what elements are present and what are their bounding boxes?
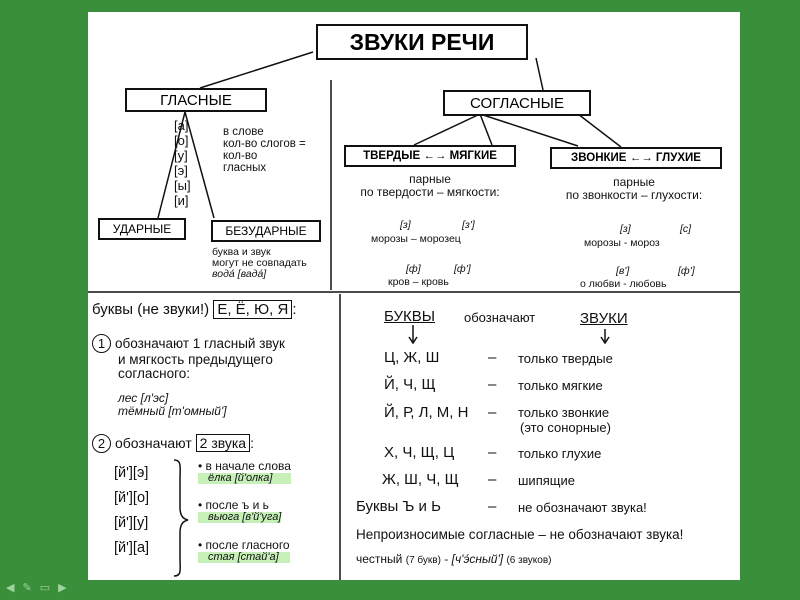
note-line: могут не совпадать [212, 257, 307, 270]
vowels-title: ГЛАСНЫЕ [160, 91, 232, 109]
voiced-deaf-note [544, 176, 724, 201]
sound-pair: [й'][э] [114, 465, 149, 481]
item2-post: : [250, 435, 254, 451]
note-line: буква и звук [212, 246, 271, 258]
row-desc: только твердые [518, 351, 613, 366]
item-number: 1 [92, 334, 111, 353]
double-arrow-icon: ←→ [423, 150, 447, 162]
unstressed-note [212, 247, 307, 280]
row-dash: – [488, 498, 497, 515]
example-line: лес [л'эс] [118, 391, 169, 405]
case-2 [198, 499, 281, 523]
item1-line: обозначают 1 гласный звук [115, 336, 285, 351]
head-mid: обозначают [464, 310, 536, 325]
consonants-title: СОГЛАСНЫЕ [470, 94, 564, 112]
row-letters: Й, Ч, Щ [384, 376, 436, 393]
row-letters: Ж, Ш, Ч, Щ [382, 471, 459, 488]
unstressed-label: БЕЗУДАРНЫЕ [225, 224, 307, 238]
pairs-list [114, 461, 149, 561]
example-count: (7 букв) [405, 555, 441, 566]
sound-pair: [й'][о] [114, 489, 150, 506]
example-count: (6 звуков) [506, 555, 552, 566]
head-letters: БУКВЫ [384, 308, 436, 325]
item2-pre: обозначают [115, 435, 192, 451]
note-line: в слове [223, 126, 264, 138]
row-desc: только глухие [518, 446, 602, 461]
soft-label: МЯГКИЕ [449, 150, 497, 162]
consonants-box [443, 90, 591, 116]
arrow-right-icon[interactable]: ▶ [58, 582, 67, 594]
item1-line: и мягкость предыдущего [118, 352, 273, 367]
row-letters: Буквы Ъ и Ь [356, 498, 441, 515]
example-word: честный [356, 552, 403, 566]
case-title: после ъ и ь [205, 498, 269, 512]
bullet: • [198, 498, 203, 512]
arrow-left-icon[interactable]: ◀ [6, 582, 15, 594]
vowels-box [125, 88, 267, 112]
item1-examples [118, 392, 227, 417]
row-desc: только звонкие [518, 405, 610, 420]
hs-sound-1: [з] [400, 219, 411, 231]
vd-words-1: морозы - мороз [584, 237, 660, 249]
header-post: : [292, 301, 297, 318]
sonor-note: (это сонорные) [520, 420, 611, 435]
case-title: после гласного [205, 538, 290, 552]
pen-icon[interactable]: ✎ [22, 582, 32, 594]
sound-pair: [й'][а] [114, 539, 150, 556]
note-line: гласных [223, 162, 267, 175]
example-line [356, 553, 551, 567]
header-pre: буквы (не звуки!) [92, 301, 210, 318]
header-letters: Е, Ё, Ю, Я [213, 300, 292, 319]
case-example: вьюга [в'й'уга] [198, 512, 281, 524]
row-desc: шипящие [518, 473, 575, 488]
vowels-note [223, 126, 306, 174]
vowel-letter: [ы] [174, 178, 191, 194]
row-dash: – [488, 404, 497, 421]
silent-note: Непроизносимые согласные – не обозначают звука! [356, 527, 684, 542]
voiced-label: ЗВОНКИЕ [571, 152, 627, 164]
vd-sound-3: [в'] [616, 265, 630, 277]
hard-soft-box [344, 145, 516, 167]
note-line: кол-во слогов = [223, 138, 306, 151]
example-dash: - [444, 552, 449, 566]
hard-soft-note [340, 173, 520, 198]
slide-nav [6, 581, 67, 594]
row-dash: – [488, 444, 497, 461]
note-line: по звонкости – глухости: [565, 187, 703, 202]
case-1 [198, 460, 291, 484]
sound-pair: [й'][у] [114, 514, 149, 531]
head-sounds: ЗВУКИ [580, 310, 628, 327]
row-dash: – [488, 376, 497, 393]
vowel-letter: [и] [174, 193, 189, 209]
vowel-letter: [э] [174, 163, 188, 179]
stressed-label: УДАРНЫЕ [112, 222, 172, 236]
menu-icon[interactable]: ▭ [39, 582, 51, 594]
item1-line: согласного: [118, 366, 191, 382]
hs-sound-4: [ф'] [454, 263, 471, 275]
row-letters: Х, Ч, Щ, Ц [384, 444, 455, 461]
case-example: стая [стай'а] [198, 552, 290, 564]
item1 [92, 334, 285, 381]
bullet: • [198, 538, 203, 552]
row-letters: Й, Р, Л, М, Н [384, 404, 469, 421]
item-number: 2 [92, 434, 111, 453]
hs-sound-2: [з'] [462, 219, 475, 231]
example-line: тёмный [т'омный'] [118, 403, 227, 418]
double-arrow-icon: ←→ [629, 152, 653, 164]
vd-sound-1: [з] [620, 223, 631, 235]
row-letters: Ц, Ж, Ш [384, 349, 440, 366]
title-box [316, 24, 528, 60]
note-line: кол-во [223, 150, 258, 163]
hs-sound-3: [ф] [406, 263, 421, 275]
hs-words-1: морозы – морозец [371, 233, 461, 245]
slide-sheet [88, 12, 740, 580]
note-line: парные [613, 175, 655, 189]
note-line: по твердости – мягкости: [360, 184, 500, 199]
row-desc: не обозначают звука! [518, 500, 647, 515]
left-header [92, 302, 297, 318]
case-title: в начале слова [205, 459, 291, 473]
vowel-letter: [о] [174, 133, 189, 149]
deaf-label: ГЛУХИЕ [655, 152, 701, 164]
vowel-letter: [у] [174, 148, 188, 164]
row-dash: – [488, 349, 497, 366]
vd-words-2: о любви - любовь [580, 278, 667, 290]
item2-box: 2 звука [196, 434, 250, 452]
vowel-example: вода́ [вада́] [212, 268, 267, 281]
row-desc: только мягкие [518, 378, 603, 393]
case-3 [198, 539, 290, 563]
vowel-letter: [а] [174, 118, 189, 133]
example-transcription: [ч'э́сный'] [451, 552, 504, 566]
row-dash: – [488, 471, 497, 488]
vd-sound-4: [ф'] [678, 265, 695, 277]
unstressed-box [211, 220, 321, 242]
title: ЗВУКИ РЕЧИ [349, 28, 495, 55]
case-example: ёлка [й'олка] [198, 473, 291, 485]
bullet: • [198, 459, 203, 473]
vowel-letters [174, 118, 191, 208]
item2-header [92, 434, 254, 453]
vd-sound-2: [с] [680, 223, 692, 235]
note-line: парные [409, 172, 451, 186]
voiced-deaf-box [550, 147, 722, 169]
hs-words-2: кров – кровь [388, 276, 449, 288]
hard-label: ТВЕРДЫЕ [363, 150, 421, 162]
stressed-box [98, 218, 186, 240]
